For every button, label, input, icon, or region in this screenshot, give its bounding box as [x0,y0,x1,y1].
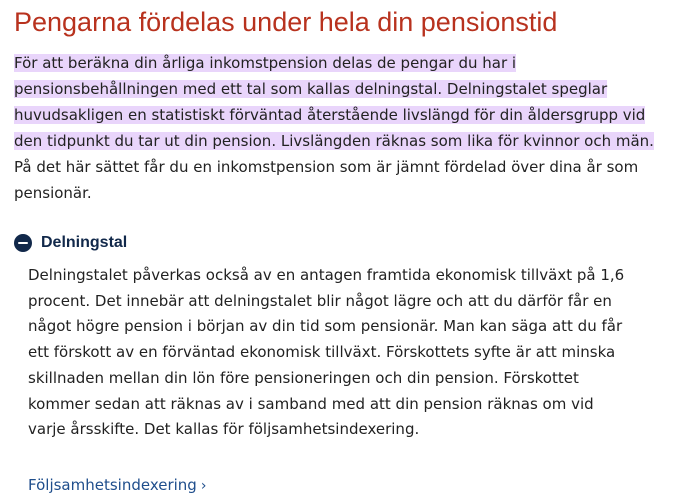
chevron-right-icon[interactable]: › [200,478,207,494]
intro-text-rest: På det här sättet får du en inkomstpension som är jämnt fördelad över dina år som pensionär. [14,158,639,202]
folsamhetsindexering-link[interactable] [28,472,206,499]
highlighted-text: För att beräkna din årliga inkomstpension delas de pengar du har i pensionsbehållningen med ett tal som kallas delningstal. Delningstalet speglar huvudsakligen en statistiskt förväntad återstående livslängd för din åldersgrupp vid den tidpunkt du tar ut din pension. Livslängden räknas som lika för kvinnor och män. [14,54,654,150]
accordion-body: Delningstalet påverkas också av en antagen framtida ekonomisk tillväxt på 1,6 procent. Det innebär att delningstalet blir något lägre och att du därför får en något högre pension i början av din tid som pensionär. Man kan säga att du får ett förskott av en förväntad ekonomisk tillväxt. Förskottets syfte är att minska skillnaden mellan din lön före pensioneringen och din pension. Förskottet kommer sedan att räknas av i samband med att din pension räknas om vid varje årsskifte. Det kallas för följsamhetsindexering. [28,266,625,439]
section-title: Pengarna fördelas under hela din pensionstid [14,7,558,37]
accordion-toggle-delningstal[interactable] [14,231,127,255]
minus-circle-icon[interactable] [14,234,32,252]
link-label[interactable]: Följsamhetsindexering [28,476,197,494]
intro-paragraph [14,50,674,206]
accordion-title[interactable]: Delningstal [41,234,128,251]
